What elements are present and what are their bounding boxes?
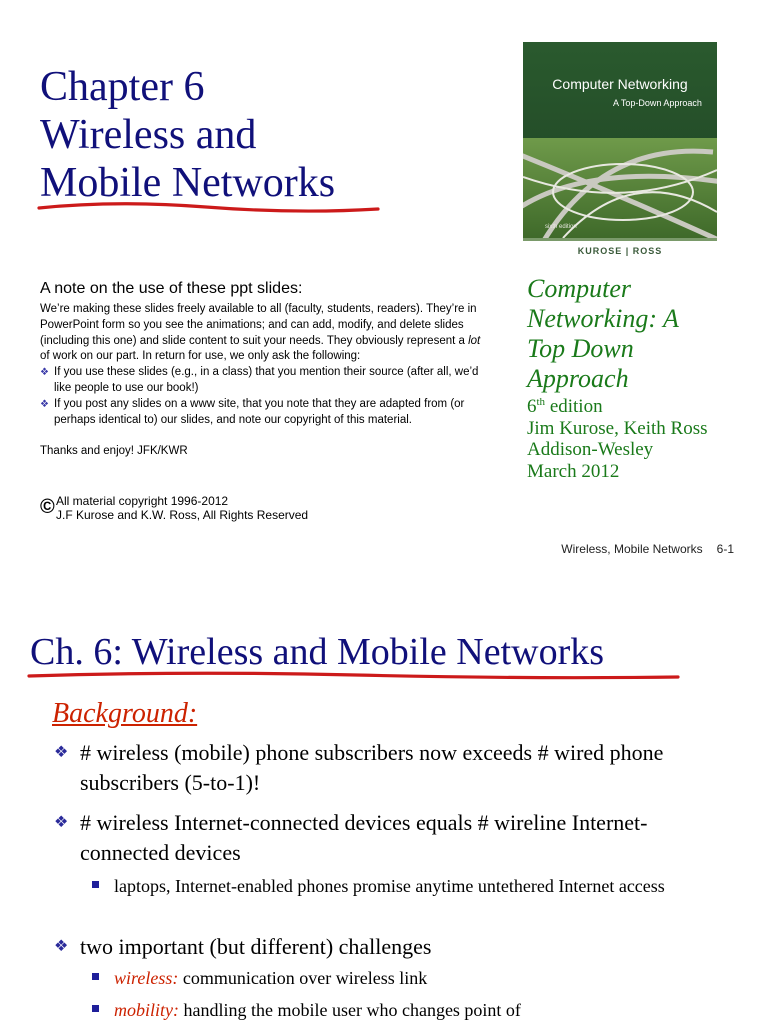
sub-bullet-item (92, 966, 692, 991)
sub-bullet-item (92, 998, 692, 1023)
note-bullet (40, 397, 490, 429)
note-paragraph-end: of work on our part. In return for use, we only ask the following: (40, 350, 361, 363)
book-cover (523, 42, 717, 266)
note-bullet-text: If you post any slides on a www site, that you note that they are adapted from (or perhaps identical to) our slides, and note our copyright of this material. (54, 397, 465, 426)
note-bullet-text: If you use these slides (e.g., in a class) that you mention their source (after all, we’d like people to use our book!) (54, 366, 479, 394)
thanks-line: Thanks and enjoy! JFK/KWR (40, 445, 188, 458)
bullet-text: two important (but different) challenges (80, 934, 432, 959)
slide-title-line-2: Wireless and (40, 112, 257, 158)
note-paragraph (40, 302, 490, 365)
slide-title-line-3: Mobile Networks (40, 160, 336, 206)
book-cover-authors: KUROSE | ROSS (577, 246, 663, 256)
sub-bullet-item (92, 874, 692, 899)
sub-bullet-text (92, 998, 692, 1023)
bullet-item (54, 738, 694, 798)
diamond-bullet-icon: ❖ (54, 744, 69, 761)
sub-bullet-text (92, 966, 692, 991)
square-bullet-icon (92, 973, 99, 980)
wireless-description: communication over wireless link (178, 968, 428, 988)
copyright-block (40, 494, 308, 522)
note-heading: A note on the use of these ppt slides: (40, 280, 303, 297)
wireless-term: wireless: (114, 968, 179, 988)
diamond-bullet-icon: ❖ (54, 814, 69, 831)
book-info (527, 396, 708, 482)
publisher-line: Addison-Wesley (527, 439, 654, 460)
note-bullet (40, 365, 490, 397)
book-cover-title: Computer Networking (552, 76, 688, 92)
sub-bullet-text: laptops, Internet-enabled phones promise anytime untethered Internet access (114, 876, 665, 896)
copyright-icon: © (40, 496, 55, 518)
book-title-line: Computer (527, 274, 631, 303)
edition-superscript: th (536, 396, 546, 408)
book-cover-edition: sixth edition (545, 224, 577, 230)
edition-text: edition (545, 396, 603, 417)
title-underline-1 (36, 198, 382, 218)
background-heading: Background: (52, 698, 198, 729)
title-underline-2 (26, 667, 682, 685)
slide-2 (0, 590, 768, 1024)
footer-page-number: 6-1 (716, 542, 734, 556)
footer-label: Wireless, Mobile Networks (561, 542, 703, 556)
date-line: March 2012 (527, 460, 620, 482)
edition-line (527, 396, 708, 418)
diamond-bullet-icon: ❖ (40, 398, 49, 410)
book-title-line: Top Down (527, 334, 634, 363)
slide-2-title: Ch. 6: Wireless and Mobile Networks (30, 631, 605, 673)
copyright-line-2: J.F Kurose and K.W. Ross, All Rights Reserved (56, 508, 309, 522)
copyright-line-1: All material copyright 1996-2012 (56, 494, 229, 508)
edition-number: 6 (527, 396, 537, 417)
authors-line: Jim Kurose, Keith Ross (527, 417, 708, 439)
book-title-line: Networking: A (527, 304, 679, 333)
bullet-text: # wireless (mobile) phone subscribers now exceeds # wired phone subscribers (5-to-1)! (80, 740, 664, 795)
square-bullet-icon (92, 881, 99, 888)
note-paragraph-start: We’re making these slides freely available to all (faculty, students, readers). They’re in PowerPoint form so you see the animations; and can add, modify, and delete slides (including this one) and slide content to suit your needs. They obviously represent a (40, 303, 477, 347)
book-title (527, 274, 757, 394)
diamond-bullet-icon: ❖ (40, 367, 49, 379)
note-body (40, 302, 490, 460)
slide-title-line-1: Chapter 6 (40, 64, 205, 110)
bullet-item (54, 808, 694, 868)
book-cover-subtitle: A Top-Down Approach (613, 98, 702, 108)
mobility-description: handling the mobile user who changes point of (179, 1000, 521, 1020)
slide-footer (561, 542, 734, 556)
square-bullet-icon (92, 1005, 99, 1012)
note-paragraph-emphasis: lot (468, 334, 481, 347)
note-bullet-list (40, 365, 490, 428)
book-title-line: Approach (527, 364, 629, 393)
diamond-bullet-icon: ❖ (54, 938, 69, 955)
bullet-text: # wireless Internet-connected devices equals # wireline Internet-connected devices (80, 810, 648, 865)
bullet-item (54, 932, 694, 962)
mobility-term: mobility: (114, 1000, 179, 1020)
